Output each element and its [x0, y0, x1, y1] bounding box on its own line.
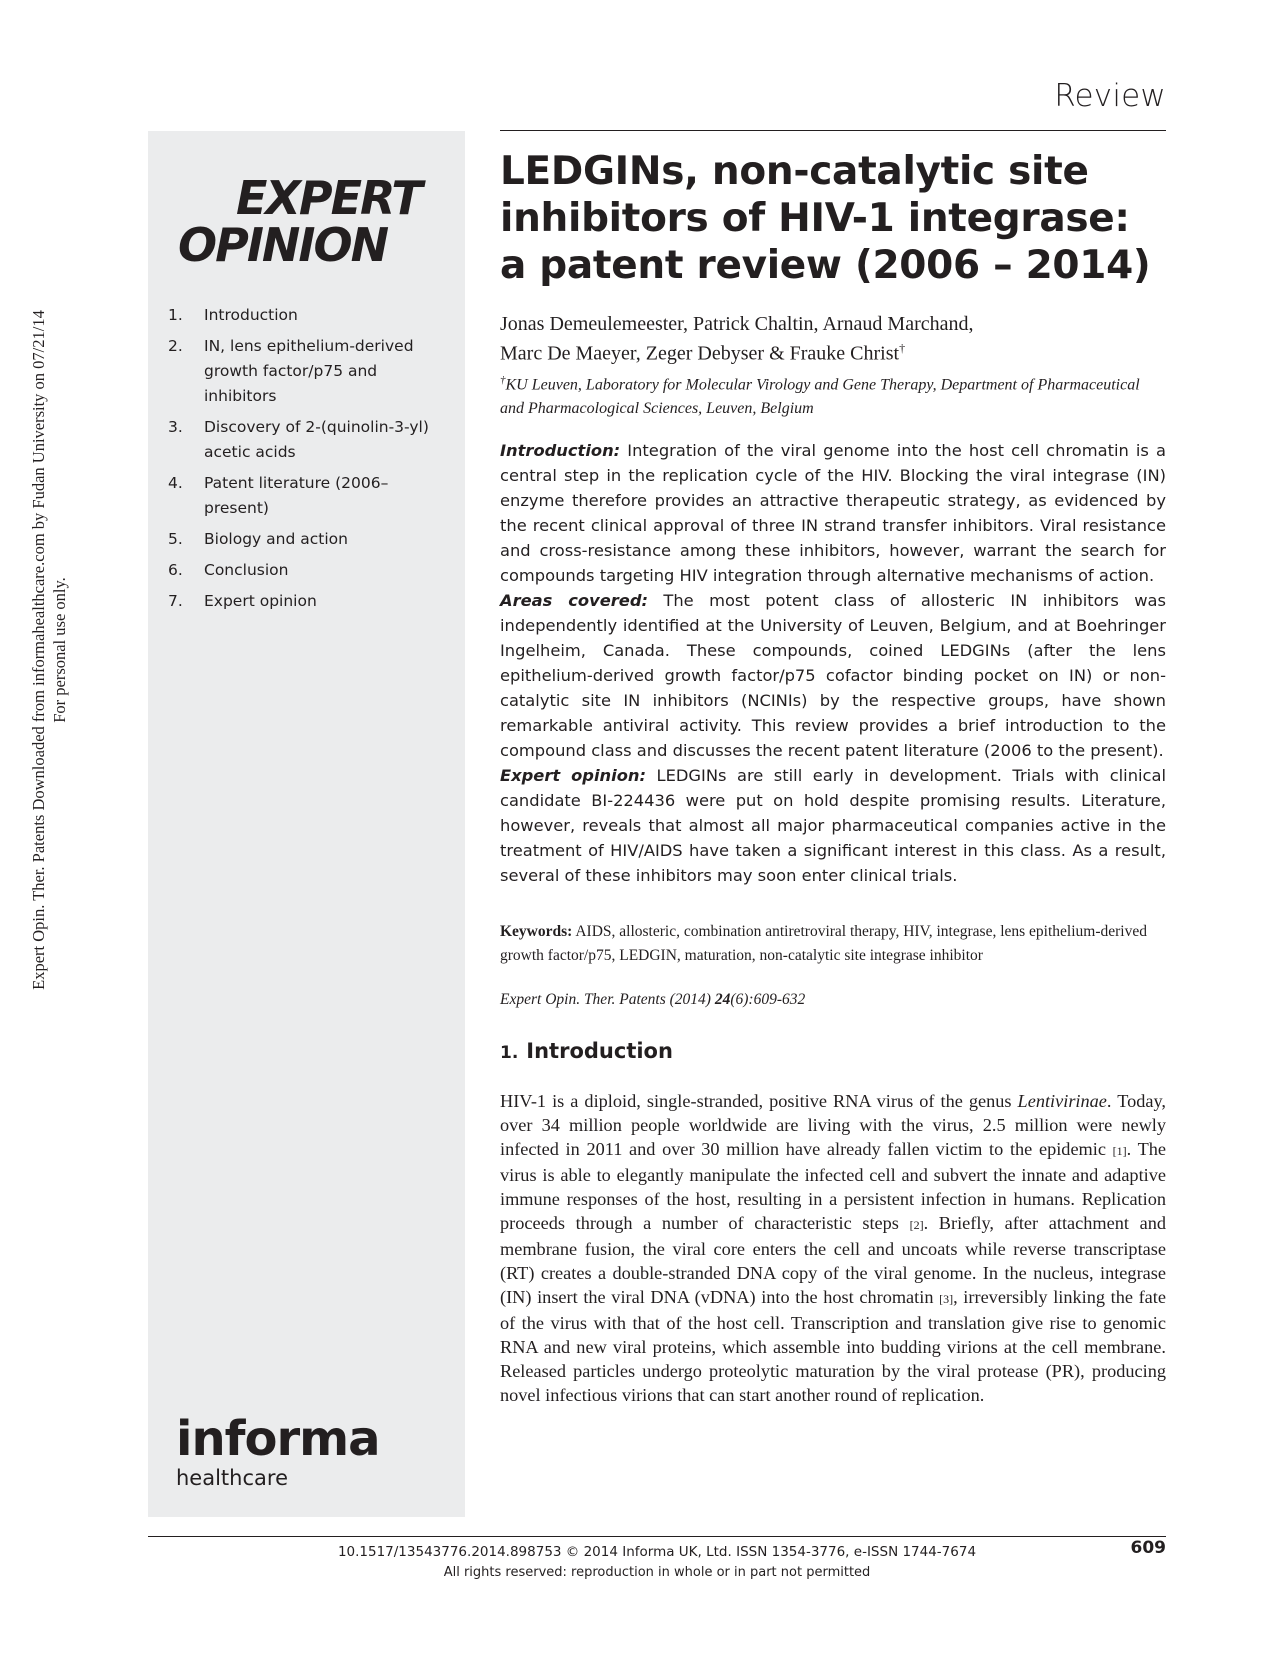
reference-link-1[interactable]: [1] — [1112, 1143, 1127, 1158]
authors-line-1: Jonas Demeulemeester, Patrick Chaltin, Arnaud Marchand, — [500, 313, 974, 335]
citation-volume: 24 — [714, 990, 731, 1008]
affiliation — [500, 368, 1166, 421]
footer-rule — [148, 1536, 1166, 1537]
genus-name: Lentivirinae — [1017, 1090, 1107, 1111]
article-title: LEDGINs, non-catalytic site inhibitors of HIV-1 integrase: a patent review (2006 – 2014) — [500, 149, 1151, 288]
section-label: Review — [1054, 78, 1166, 114]
toc-label: IN, lens epithelium-derived growth factor/p75 and inhibitors — [204, 337, 414, 405]
journal-logo-line-1: EXPERT — [236, 171, 421, 225]
toc-number: 5. — [168, 530, 183, 548]
toc-label: Biology and action — [204, 530, 348, 548]
body-text: . Today, over 34 million people worldwide are living with the virus, 2.5 million were newly infected in 2011 and over 30 million have already fallen victim to the epidemic — [500, 1090, 1166, 1159]
body-text: . Briefly, after attachment and membrane fusion, the viral core enters the cell and uncoats while reverse transcriptase (RT) creates a double-stranded DNA copy of the viral genome. In the nucleus, integrase (IN) insert the viral DNA (vDNA) into the host chromatin — [500, 1212, 1166, 1307]
toc-number: 1. — [168, 306, 183, 324]
abstract — [500, 438, 1166, 888]
abstract-areas-label: Areas covered: — [500, 590, 648, 610]
table-of-contents — [168, 303, 448, 620]
section-title: Introduction — [526, 1038, 673, 1063]
toc-item-introduction[interactable] — [168, 303, 448, 328]
footer-doi-copyright: 10.1517/13543776.2014.898753 © 2014 Informa UK, Ltd. ISSN 1354-3776, e-ISSN 1744-7674 — [337, 1544, 977, 1560]
toc-item-in-ledgf[interactable] — [168, 334, 448, 409]
reference-link-2[interactable]: [2] — [909, 1217, 924, 1232]
toc-number: 4. — [168, 474, 183, 492]
journal-logo-line-2: OPINION — [178, 218, 388, 272]
toc-label: Expert opinion — [204, 592, 317, 610]
keywords-text: AIDS, allosteric, combination antiretroviral therapy, HIV, integrase, lens epithelium-derived growth factor/p75, LEDGIN, maturation, non-catalytic site integrase inhibitor — [500, 922, 1147, 964]
page-number: 609 — [1130, 1538, 1166, 1558]
keywords-label: Keywords: — [500, 922, 573, 940]
download-watermark — [28, 200, 70, 1100]
toc-number: 7. — [168, 592, 183, 610]
toc-number: 2. — [168, 337, 183, 355]
section-number: 1. — [500, 1042, 519, 1063]
journal-logo — [178, 171, 438, 272]
body-text: HIV-1 is a diploid, single-stranded, positive RNA virus of the genus — [500, 1090, 1012, 1111]
authors-line-2: Marc De Maeyer, Zeger Debyser & Frauke Christ — [500, 342, 900, 365]
toc-item-discovery[interactable] — [168, 415, 448, 465]
toc-number: 3. — [168, 418, 183, 436]
introduction-paragraph — [500, 1089, 1166, 1407]
reference-link-3[interactable]: [3] — [939, 1291, 954, 1306]
toc-item-conclusion[interactable] — [168, 558, 448, 583]
toc-label: Patent literature (2006–present) — [204, 474, 389, 517]
abstract-areas-text: The most potent class of allosteric IN inhibitors was independently identified at the University of Leuven, Belgium, and at Boehringer Ingelheim, Canada. These compounds, coined LEDGINs (after the lens epithelium-derived growth factor/p75 cofactor binding pocket on IN) or non-catalytic site IN inhibitors (NCINIs) by the respective groups, have shown remarkable antiviral activity. This review provides a brief introduction to the compound class and discusses the recent patent literature (2006 to the present). — [500, 590, 1166, 760]
body-text: . The virus is able to elegantly manipulate the infected cell and subvert the innate and adaptive immune responses of the host, resulting in a persistent infection in humans. Replication proceeds through a number of characteristic steps — [500, 1138, 1166, 1233]
affiliation-text: KU Leuven, Laboratory for Molecular Virology and Gene Therapy, Department of Pharmaceutical and Pharmacological Sciences, Leuven, Belgium — [500, 375, 1140, 417]
toc-label: Discovery of 2-(quinolin-3-yl) acetic acids — [204, 418, 429, 461]
article-main — [500, 148, 1166, 1407]
toc-item-expert-opinion[interactable] — [168, 589, 448, 614]
sidebar — [148, 131, 465, 1517]
toc-item-biology[interactable] — [168, 527, 448, 552]
citation — [500, 989, 1166, 1011]
toc-number: 6. — [168, 561, 183, 579]
abstract-intro-text: Integration of the viral genome into the host cell chromatin is a central step in the replication cycle of the HIV. Blocking the viral integrase (IN) enzyme therefore provides an attractive therapeutic strategy, as evidenced by the recent clinical approval of three IN strand transfer inhibitors. Viral resistance and cross-resistance among these inhibitors, however, warrant the search for compounds targeting HIV integration through alternative mechanisms of action. — [500, 440, 1166, 585]
publisher-subname: healthcare — [176, 1466, 288, 1490]
citation-journal: Expert Opin. Ther. Patents (2014) — [500, 990, 711, 1008]
citation-issue-pages: (6):609-632 — [730, 990, 806, 1008]
abstract-opinion-label: Expert opinion: — [500, 765, 646, 785]
abstract-opinion-text: LEDGINs are still early in development. Trials with clinical candidate BI-224436 were put on hold despite promising results. Literature, however, reveals that almost all major pharmaceutical companies active in the treatment of HIV/AIDS have taken a significant interest in this class. As a result, several of these inhibitors may soon enter clinical trials. — [500, 765, 1166, 885]
toc-label: Conclusion — [204, 561, 289, 579]
keywords — [500, 920, 1166, 968]
abstract-introduction — [500, 438, 1166, 588]
body-text: , irreversibly linking the fate of the virus with that of the host cell. Transcription and translation give rise to genomic RNA and new viral proteins, which assemble into budding virions at the cell membrane. Released particles undergo proteolytic maturation by the viral protease (PR), producing novel infectious virions that can start another round of replication. — [500, 1286, 1166, 1405]
publisher-name: informa — [176, 1411, 380, 1467]
abstract-intro-label: Introduction: — [500, 440, 621, 460]
affiliation-marker: † — [899, 341, 906, 355]
author-list — [500, 312, 1166, 366]
publisher-logo — [176, 1411, 380, 1490]
abstract-areas — [500, 588, 1166, 763]
footer-rights: All rights reserved: reproduction in whole or in part not permitted — [443, 1565, 871, 1580]
toc-item-patent-literature[interactable] — [168, 471, 448, 521]
abstract-opinion — [500, 763, 1166, 888]
header-rule — [500, 130, 1166, 131]
toc-label: Introduction — [204, 306, 298, 324]
affiliation-dagger: † — [500, 373, 506, 386]
section-heading-introduction — [500, 1038, 1166, 1066]
watermark-line-2: For personal use only. — [50, 577, 69, 723]
watermark-line-1: Expert Opin. Ther. Patents Downloaded from informahealthcare.com by Fudan University on 07/21/14 — [29, 310, 48, 990]
